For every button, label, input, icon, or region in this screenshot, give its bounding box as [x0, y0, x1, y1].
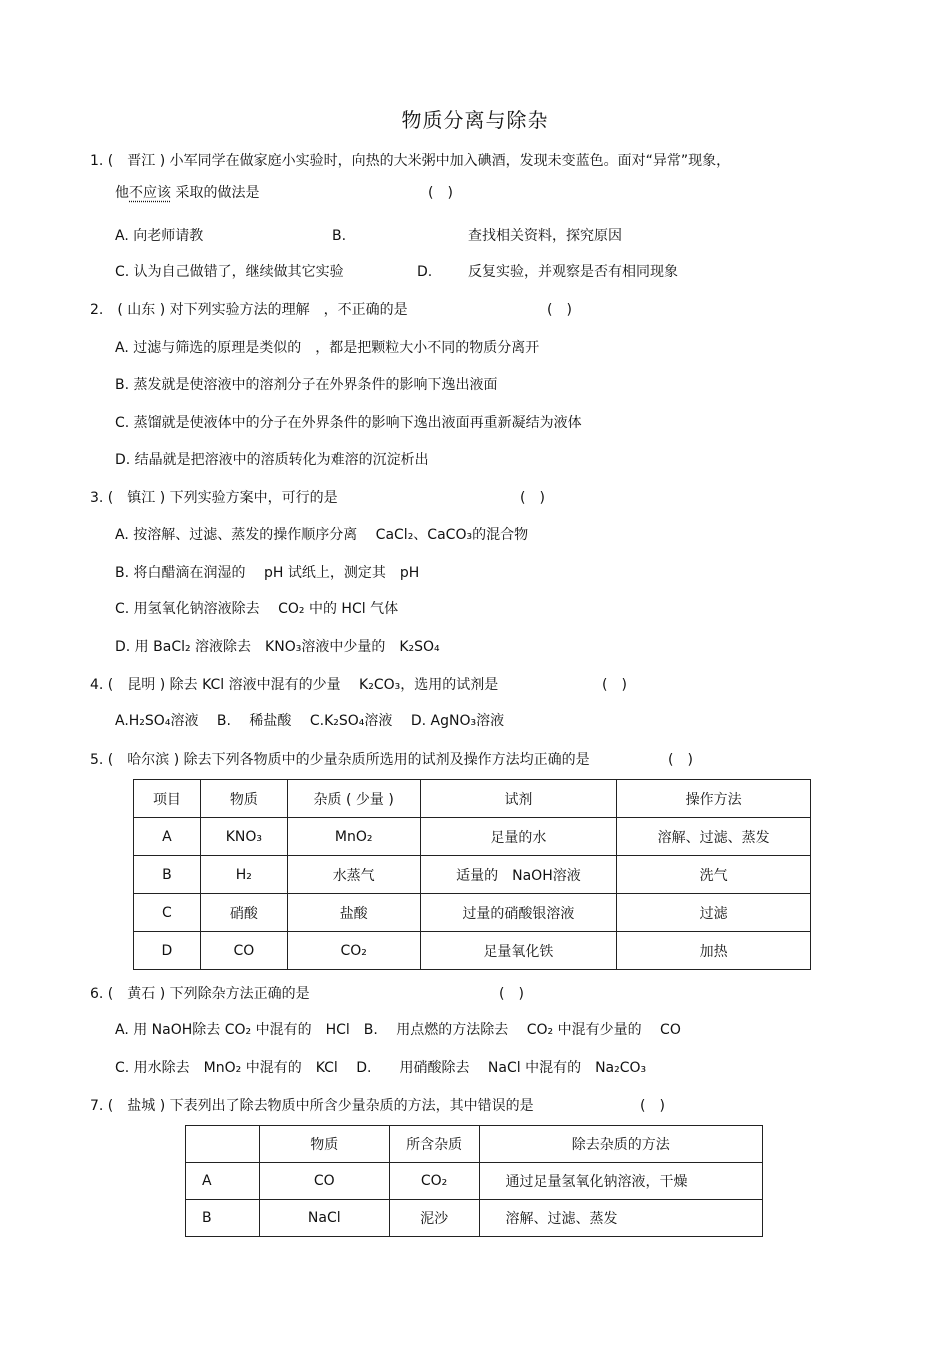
q3-stem: 3. ( 镇江 ) 下列实验方案中，可行的是 [90, 490, 338, 506]
q5-table [133, 779, 811, 970]
q6-options-ab: A. 用 NaOH除去 CO₂ 中混有的 HCl B. 用点燃的方法除去 CO₂ 中混有少量的 CO [115, 1022, 681, 1038]
table-cell: 适量的 NaOH溶液 [420, 856, 617, 894]
q3-option-b: B. 将白醋滴在润湿的 pH 试纸上，测定其 pH [115, 565, 420, 581]
table-cell: CO [200, 932, 287, 970]
q2-option-b: B. 蒸发就是使溶液中的溶剂分子在外界条件的影响下逸出液面 [115, 377, 498, 393]
q7-answer-paren: ( ) [640, 1098, 665, 1114]
table-cell: CO₂ [389, 1163, 479, 1200]
table-cell: MnO₂ [287, 818, 420, 856]
table-cell: 溶解、过滤、蒸发 [617, 818, 811, 856]
q2-answer-paren: ( ) [547, 302, 572, 318]
q1-emphasis: 不应该 [129, 185, 171, 201]
table-header-row [186, 1126, 763, 1163]
table-cell: NaCl [259, 1200, 389, 1237]
q6-stem: 6. ( 黄石 ) 下列除杂方法正确的是 [90, 986, 310, 1002]
q1-option-b: 查找相关资料，探究原因 [468, 228, 622, 244]
q4-options: A.H₂SO₄溶液 B. 稀盐酸 C.K₂SO₄溶液 D. AgNO₃溶液 [115, 713, 505, 729]
table-cell: B [134, 856, 201, 894]
table-header-cell: 所含杂质 [389, 1126, 479, 1163]
q4-stem: 4. ( 昆明 ) 除去 KCl 溶液中混有的少量 K₂CO₃，选用的试剂是 [90, 677, 499, 693]
table-header-row [134, 780, 811, 818]
q1-stem-part-a: 他 [115, 185, 129, 201]
table-cell: CO [259, 1163, 389, 1200]
table-cell: CO₂ [287, 932, 420, 970]
q3-answer-paren: ( ) [520, 490, 545, 506]
table-header-cell: 项目 [134, 780, 201, 818]
q3-option-d: D. 用 BaCl₂ 溶液除去 KNO₃溶液中少量的 K₂SO₄ [115, 639, 440, 655]
table-row [134, 894, 811, 932]
q1-stem-part-b: 采取的做法是 [175, 185, 260, 201]
table-cell: 硝酸 [200, 894, 287, 932]
table-row [134, 818, 811, 856]
table-cell: 足量氧化铁 [420, 932, 617, 970]
q1-option-b-label: B. [332, 228, 347, 244]
table-cell: 泥沙 [389, 1200, 479, 1237]
q1-stem: 1. ( 晋江 ) 小军同学在做家庭小实验时，向热的大米粥中加入碘酒，发现未变蓝色。面对“异常”现象， [90, 153, 731, 169]
q2-option-a: A. 过滤与筛选的原理是类似的 ，都是把颗粒大小不同的物质分离开 [115, 340, 540, 356]
table-cell: 水蒸气 [287, 856, 420, 894]
q4-answer-paren: ( ) [602, 677, 627, 693]
q2-option-c: C. 蒸馏就是使液体中的分子在外界条件的影响下逸出液面再重新凝结为液体 [115, 415, 582, 431]
table-row [134, 856, 811, 894]
table-cell: KNO₃ [200, 818, 287, 856]
table-header-cell: 操作方法 [617, 780, 811, 818]
table-header-cell [186, 1126, 260, 1163]
q5-answer-paren: ( ) [668, 752, 693, 768]
table-cell: 过量的硝酸银溶液 [420, 894, 617, 932]
q1-answer-paren: ( ) [428, 185, 453, 201]
table-cell: H₂ [200, 856, 287, 894]
q7-stem: 7. ( 盐城 ) 下表列出了除去物质中所含少量杂质的方法，其中错误的是 [90, 1098, 534, 1114]
table-row [186, 1200, 763, 1237]
q6-options-cd: C. 用水除去 MnO₂ 中混有的 KCl D. 用硝酸除去 NaCl 中混有的 Na₂CO₃ [115, 1060, 647, 1076]
table-cell: 足量的水 [420, 818, 617, 856]
table-header-cell: 物质 [259, 1126, 389, 1163]
table-cell: 过滤 [617, 894, 811, 932]
q1-option-d: 反复实验，并观察是否有相同现象 [468, 264, 678, 280]
page-title: 物质分离与除杂 [401, 108, 549, 132]
q1-stem-line2 [115, 183, 259, 203]
table-cell: 通过足量氢氧化钠溶液，干燥 [479, 1163, 763, 1200]
q3-option-c: C. 用氢氧化钠溶液除去 CO₂ 中的 HCl 气体 [115, 601, 399, 617]
table-cell: 溶解、过滤、蒸发 [479, 1200, 763, 1237]
q1-option-c: C. 认为自己做错了，继续做其它实验 [115, 264, 344, 280]
table-cell: A [186, 1163, 260, 1200]
table-header-cell: 物质 [200, 780, 287, 818]
table-cell: 加热 [617, 932, 811, 970]
q7-table [185, 1125, 763, 1237]
table-cell: 洗气 [617, 856, 811, 894]
q3-option-a: A. 按溶解、过滤、蒸发的操作顺序分离 CaCl₂、CaCO₃的混合物 [115, 527, 529, 543]
table-header-cell: 试剂 [420, 780, 617, 818]
table-row [186, 1163, 763, 1200]
q6-answer-paren: ( ) [499, 986, 524, 1002]
table-header-cell: 除去杂质的方法 [479, 1126, 763, 1163]
q1-option-d-label: D. [417, 264, 433, 280]
table-header-cell: 杂质 ( 少量 ) [287, 780, 420, 818]
table-cell: C [134, 894, 201, 932]
q5-stem: 5. ( 哈尔滨 ) 除去下列各物质中的少量杂质所选用的试剂及操作方法均正确的是 [90, 752, 590, 768]
table-cell: 盐酸 [287, 894, 420, 932]
q1-option-a: A. 向老师请教 [115, 228, 204, 244]
q2-stem: 2. ( 山东 ) 对下列实验方法的理解 ，不正确的是 [90, 302, 408, 318]
table-cell: D [134, 932, 201, 970]
q2-option-d: D. 结晶就是把溶液中的溶质转化为难溶的沉淀析出 [115, 452, 429, 468]
table-cell: A [134, 818, 201, 856]
table-cell: B [186, 1200, 260, 1237]
table-row [134, 932, 811, 970]
